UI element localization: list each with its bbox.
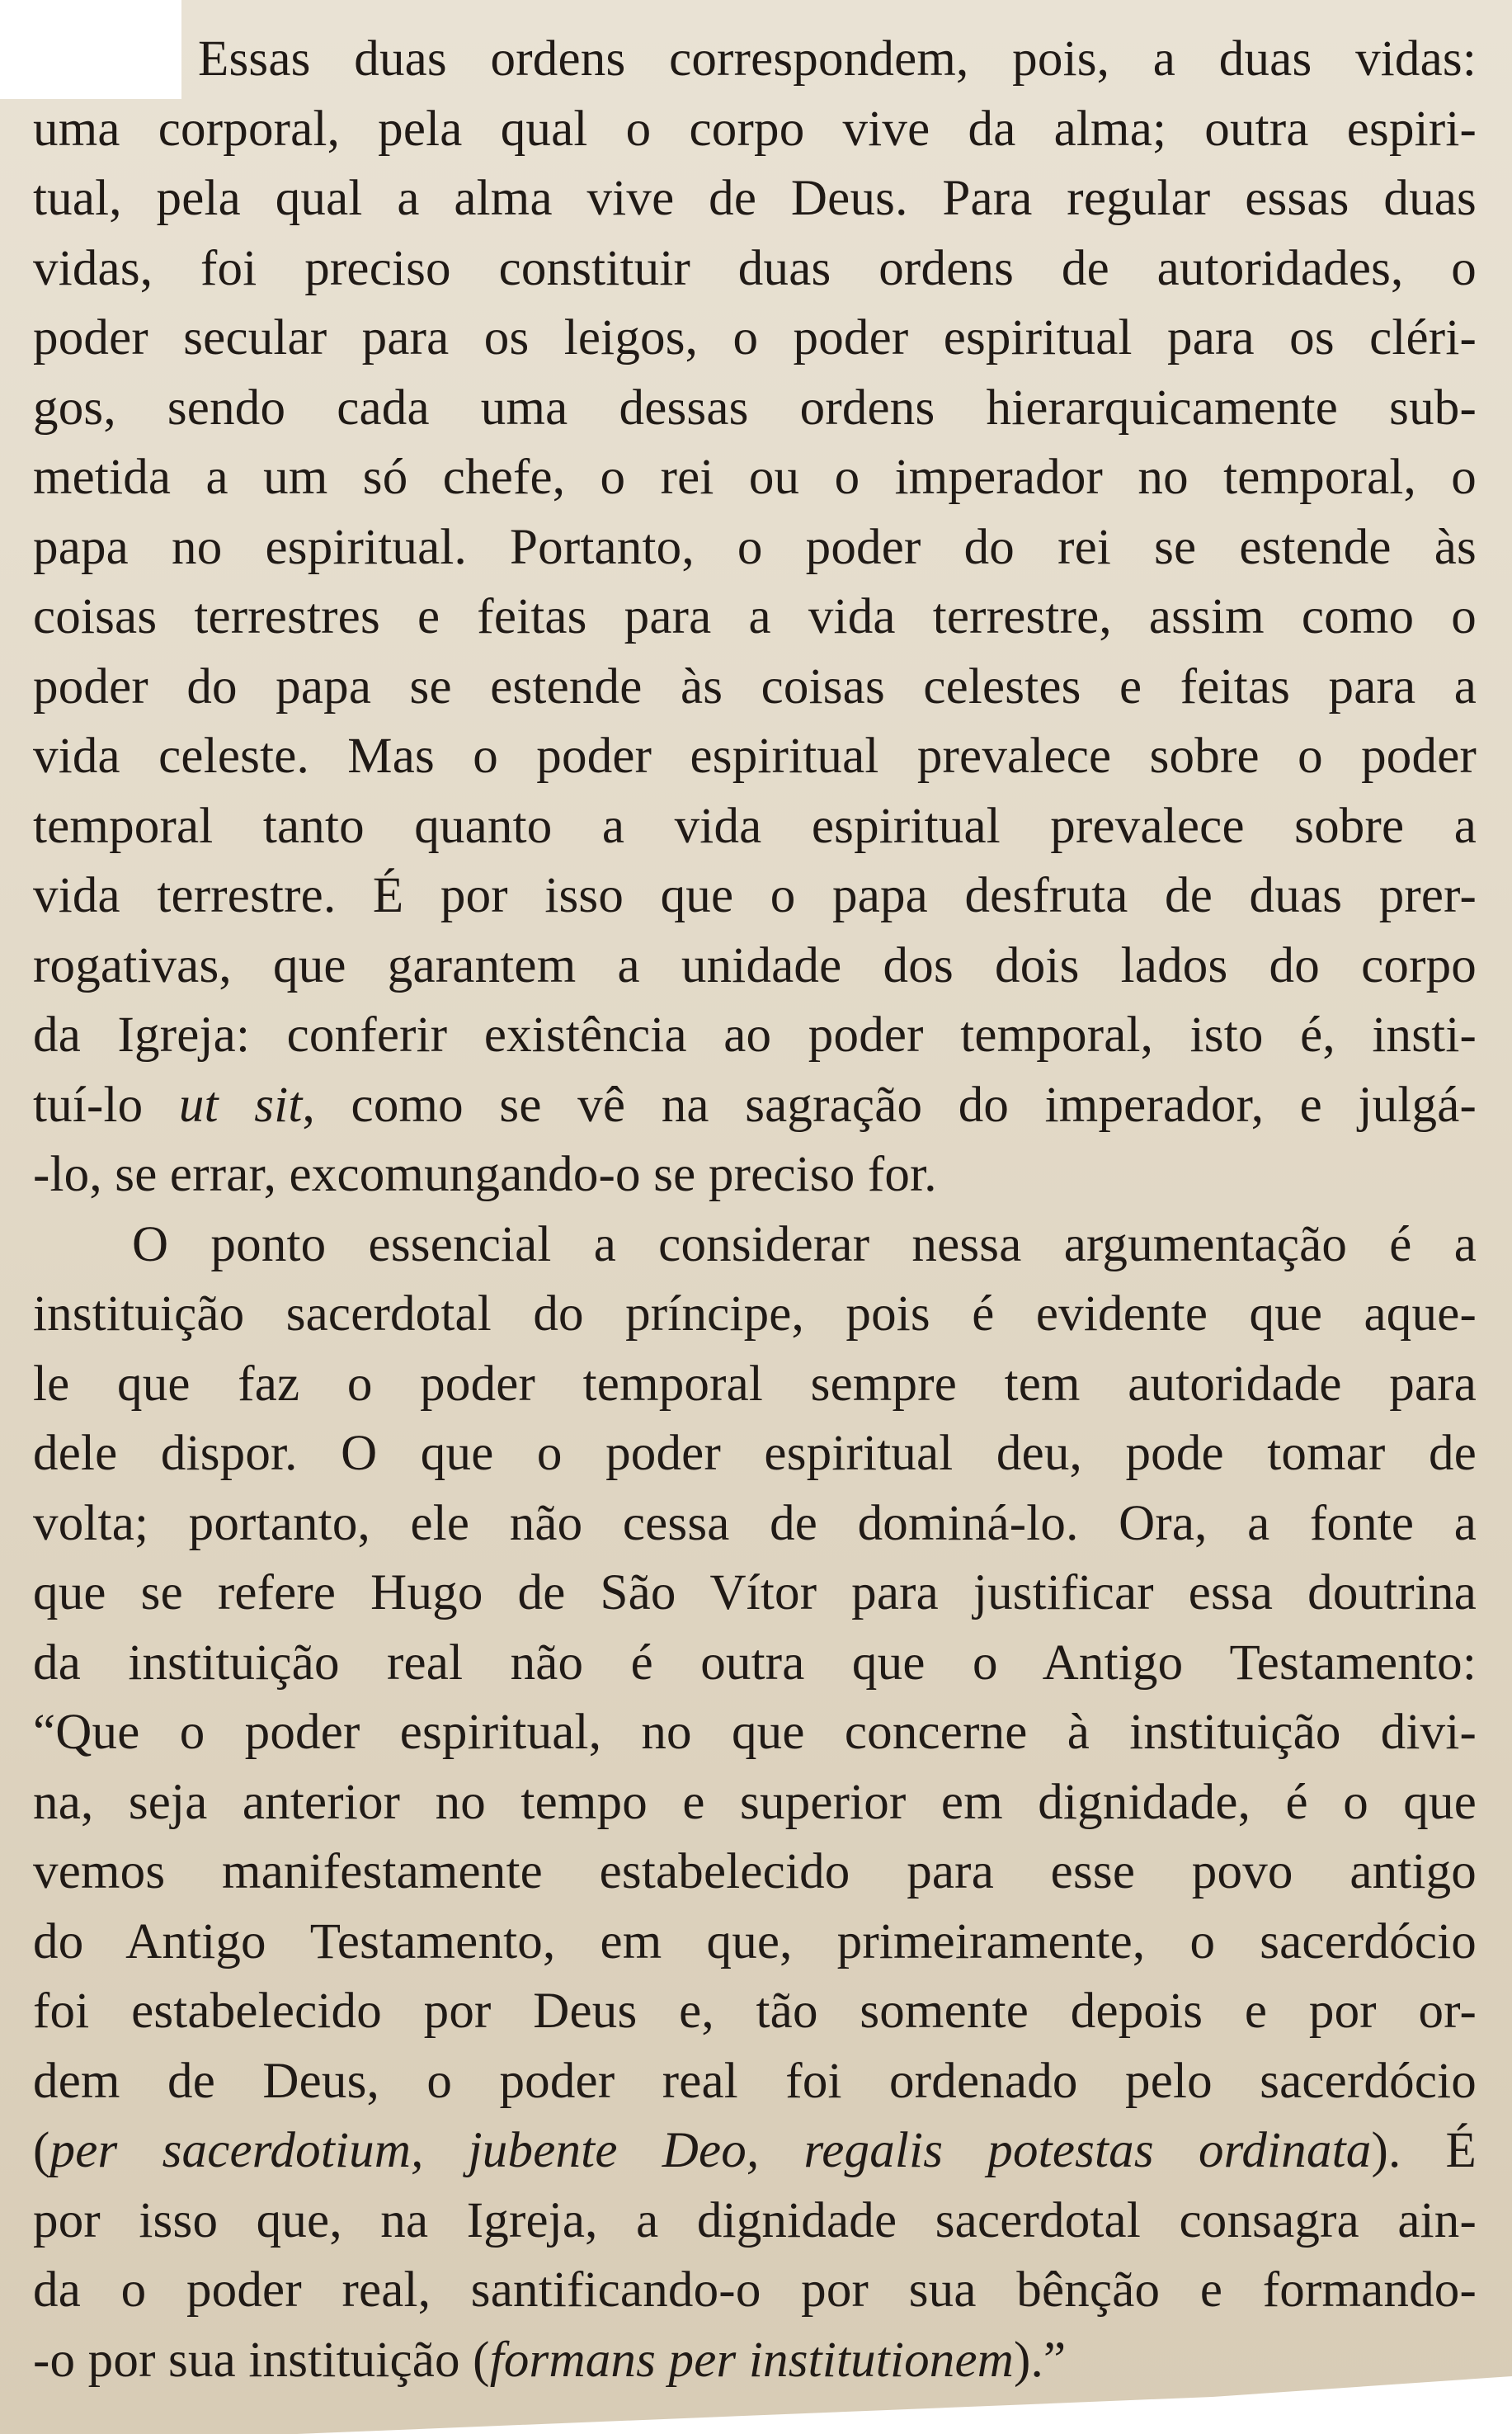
text-line [33, 164, 1477, 234]
text-segment: rogativas, que garantem a unidade dos dois lados do corpo [33, 937, 1477, 993]
text-line [33, 1629, 1477, 1699]
text-segment: Essas duas ordens correspondem, pois, a duas vidas: [198, 31, 1477, 87]
text-line [33, 1489, 1477, 1559]
text-line [33, 2256, 1477, 2326]
text-segment: le que faz o poder temporal sempre tem autoridade para [33, 1356, 1477, 1412]
text-line [33, 95, 1477, 165]
text-segment: papa no espiritual. Portanto, o poder do rei se estende às [33, 519, 1477, 575]
text-line [33, 374, 1477, 444]
text-segment: “Que o poder espiritual, no que concerne à instituição divi- [33, 1705, 1477, 1760]
text-line [33, 2326, 1477, 2396]
text-line [33, 1001, 1477, 1071]
text-segment: que se refere Hugo de São Vítor para justificar essa doutrina [33, 1565, 1477, 1620]
text-line [33, 234, 1477, 304]
text-segment: dele dispor. O que o poder espiritual deu, pode tomar de [33, 1426, 1477, 1481]
text-line [33, 304, 1477, 374]
text-segment: -lo, se errar, excomungando-o se preciso for. [33, 1147, 937, 1202]
text-line [33, 1908, 1477, 1978]
text-line [33, 1977, 1477, 2047]
text-line [33, 1768, 1477, 1838]
text-line [33, 1350, 1477, 1420]
text-line [33, 1140, 1477, 1210]
text-line [33, 932, 1477, 1002]
text-segment: tual, pela qual a alma vive de Deus. Para regular essas duas [33, 171, 1477, 226]
text-segment: ( [33, 2123, 50, 2178]
text-segment: uma corporal, pela qual o corpo vive da alma; outra espiri- [33, 101, 1477, 157]
text-segment: do Antigo Testamento, em que, primeiramente, o sacerdócio [33, 1913, 1477, 1969]
text-line [33, 443, 1477, 513]
text-segment: vida terrestre. É por isso que o papa desfruta de duas prer- [33, 868, 1477, 923]
text-line [33, 2116, 1477, 2186]
text-line [33, 1210, 1477, 1281]
text-segment: -o por sua instituição ( [33, 2332, 490, 2388]
text-segment: vidas, foi preciso constituir duas ordens de autoridades, o [33, 240, 1477, 296]
page-text [33, 25, 1477, 2395]
text-line [33, 792, 1477, 862]
text-line [33, 1837, 1477, 1908]
text-segment: , como se vê na sagração do imperador, e julgá- [302, 1077, 1477, 1133]
text-line [33, 653, 1477, 723]
text-segment: gos, sendo cada uma dessas ordens hierarquicamente sub- [33, 380, 1477, 436]
italic-text: per sacerdotium, jubente Deo, regalis potestas ordinata [49, 2123, 1372, 2178]
text-line [33, 1419, 1477, 1489]
text-segment: instituição sacerdotal do príncipe, pois é evidente que aque- [33, 1286, 1477, 1342]
text-segment: na, seja anterior no tempo e superior em dignidade, é o que [33, 1774, 1477, 1830]
text-segment: foi estabelecido por Deus e, tão somente depois e por or- [33, 1984, 1477, 2039]
text-segment: ). É [1371, 2123, 1477, 2178]
text-line [33, 861, 1477, 932]
text-line [33, 583, 1477, 653]
text-segment: da instituição real não é outra que o Antigo Testamento: [33, 1634, 1477, 1691]
paragraph-1 [33, 25, 1477, 1210]
text-line [33, 722, 1477, 792]
text-segment: da o poder real, santificando-o por sua bênção e formando- [33, 2262, 1477, 2318]
text-segment: tuí-lo [33, 1077, 179, 1133]
text-line [33, 2186, 1477, 2257]
text-segment: poder secular para os leigos, o poder espiritual para os cléri- [33, 310, 1477, 366]
text-segment: temporal tanto quanto a vida espiritual prevalece sobre a [33, 798, 1477, 854]
text-segment: ).” [1014, 2332, 1067, 2388]
text-segment: por isso que, na Igreja, a dignidade sacerdotal consagra ain- [33, 2192, 1477, 2248]
text-segment: volta; portanto, ele não cessa de dominá-lo. Ora, a fonte a [33, 1495, 1477, 1551]
text-segment: metida a um só chefe, o rei ou o imperador no temporal, o [33, 450, 1477, 505]
text-segment: coisas terrestres e feitas para a vida terrestre, assim como o [33, 589, 1477, 644]
text-segment: dem de Deus, o poder real foi ordenado pelo sacerdócio [33, 2053, 1477, 2109]
text-line [33, 1071, 1477, 1141]
paragraph-2 [33, 1210, 1477, 2396]
italic-text: ut sit [178, 1077, 303, 1133]
text-segment: O ponto essencial a considerar nessa argumentação é a [132, 1216, 1477, 1272]
text-segment: vemos manifestamente estabelecido para esse povo antigo [33, 1844, 1477, 1899]
text-segment: vida celeste. Mas o poder espiritual prevalece sobre o poder [33, 729, 1477, 784]
text-line [33, 2047, 1477, 2117]
text-line [33, 1698, 1477, 1768]
text-line [33, 1559, 1477, 1629]
text-segment: da Igreja: conferir existência ao poder temporal, isto é, insti- [33, 1007, 1477, 1063]
text-line [33, 25, 1477, 95]
text-line [33, 513, 1477, 583]
text-segment: poder do papa se estende às coisas celestes e feitas para a [33, 658, 1477, 715]
text-line [33, 1280, 1477, 1350]
italic-text: formans per institutionem [489, 2332, 1015, 2388]
